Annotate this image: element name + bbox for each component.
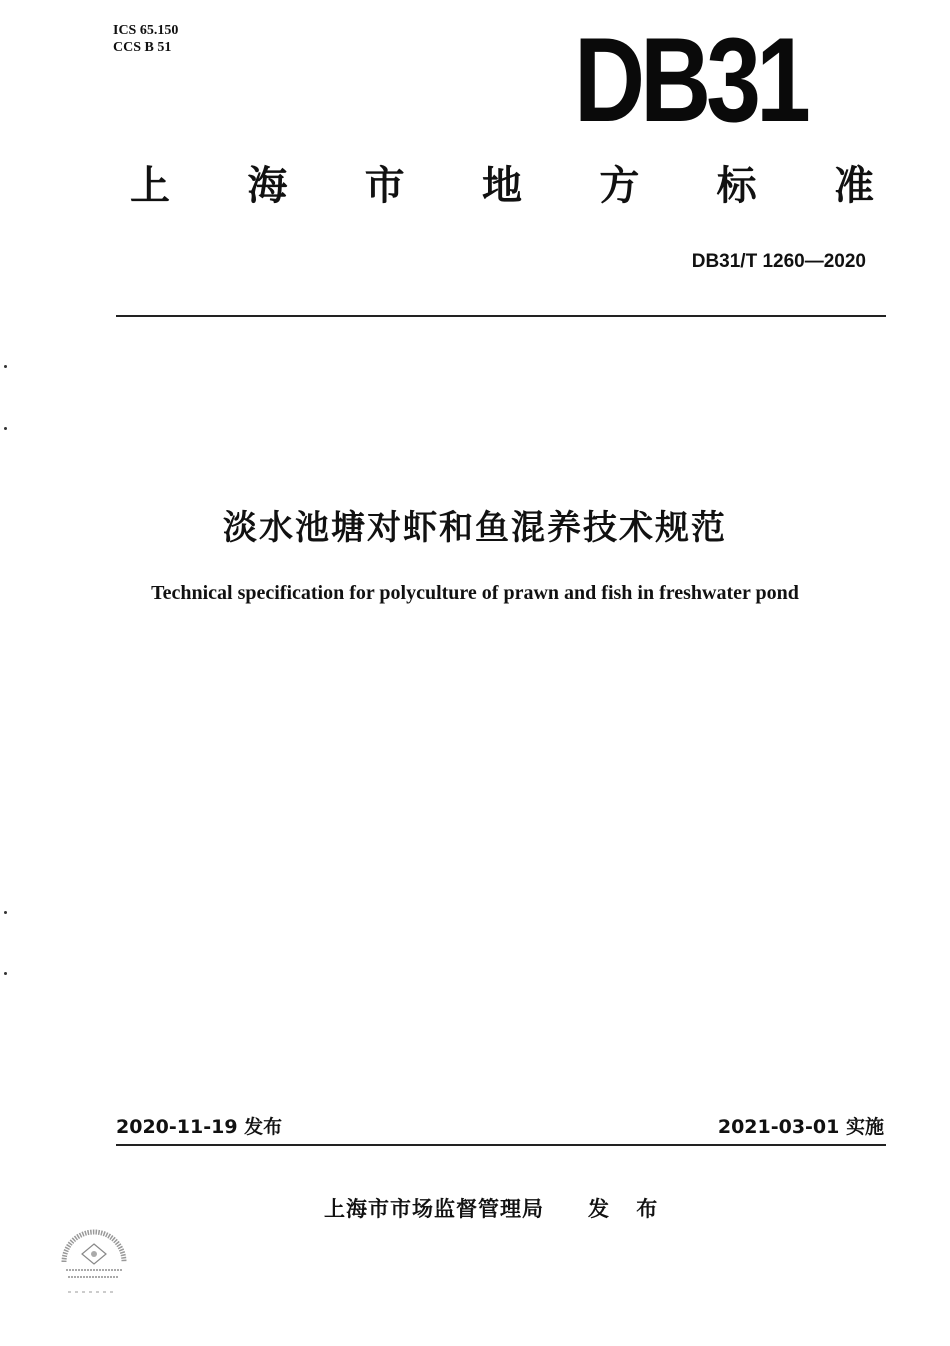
ics-code: ICS 65.150	[113, 23, 179, 38]
standard-type-char: 方	[599, 163, 640, 209]
issuing-authority	[324, 1193, 667, 1223]
document-title-chinese: 淡水池塘对虾和鱼混养技术规范	[223, 508, 727, 548]
standard-type-char: 上	[130, 163, 170, 209]
standard-type-char: 海	[247, 163, 288, 209]
issue-date: 2020-11-19 发布	[116, 1116, 283, 1138]
ccs-code: CCS B 51	[113, 40, 172, 55]
scan-speck	[4, 427, 7, 430]
scan-speck	[4, 911, 7, 914]
issuer-name: 上海市市场监督管理局	[324, 1197, 544, 1221]
footer-divider	[116, 1144, 886, 1146]
seal-stamp-icon	[54, 1222, 134, 1298]
standard-type-char: 地	[481, 163, 522, 209]
header-divider	[116, 315, 886, 317]
standard-type-char: 市	[364, 163, 405, 209]
standard-type-char: 标	[716, 163, 757, 209]
standard-number: DB31/T 1260—2020	[691, 251, 866, 272]
implementation-date: 2021-03-01 实施	[717, 1116, 884, 1138]
scan-speck	[4, 365, 7, 368]
classification-codes	[113, 22, 178, 56]
standard-type-heading	[122, 158, 882, 214]
db31-logo: DB31	[574, 13, 806, 147]
document-title-english: Technical specification for polyculture of prawn and fish in freshwater pond	[151, 582, 799, 604]
scan-speck	[4, 972, 7, 975]
issuer-action: 发 布	[588, 1197, 668, 1221]
standard-type-char: 准	[833, 163, 874, 209]
